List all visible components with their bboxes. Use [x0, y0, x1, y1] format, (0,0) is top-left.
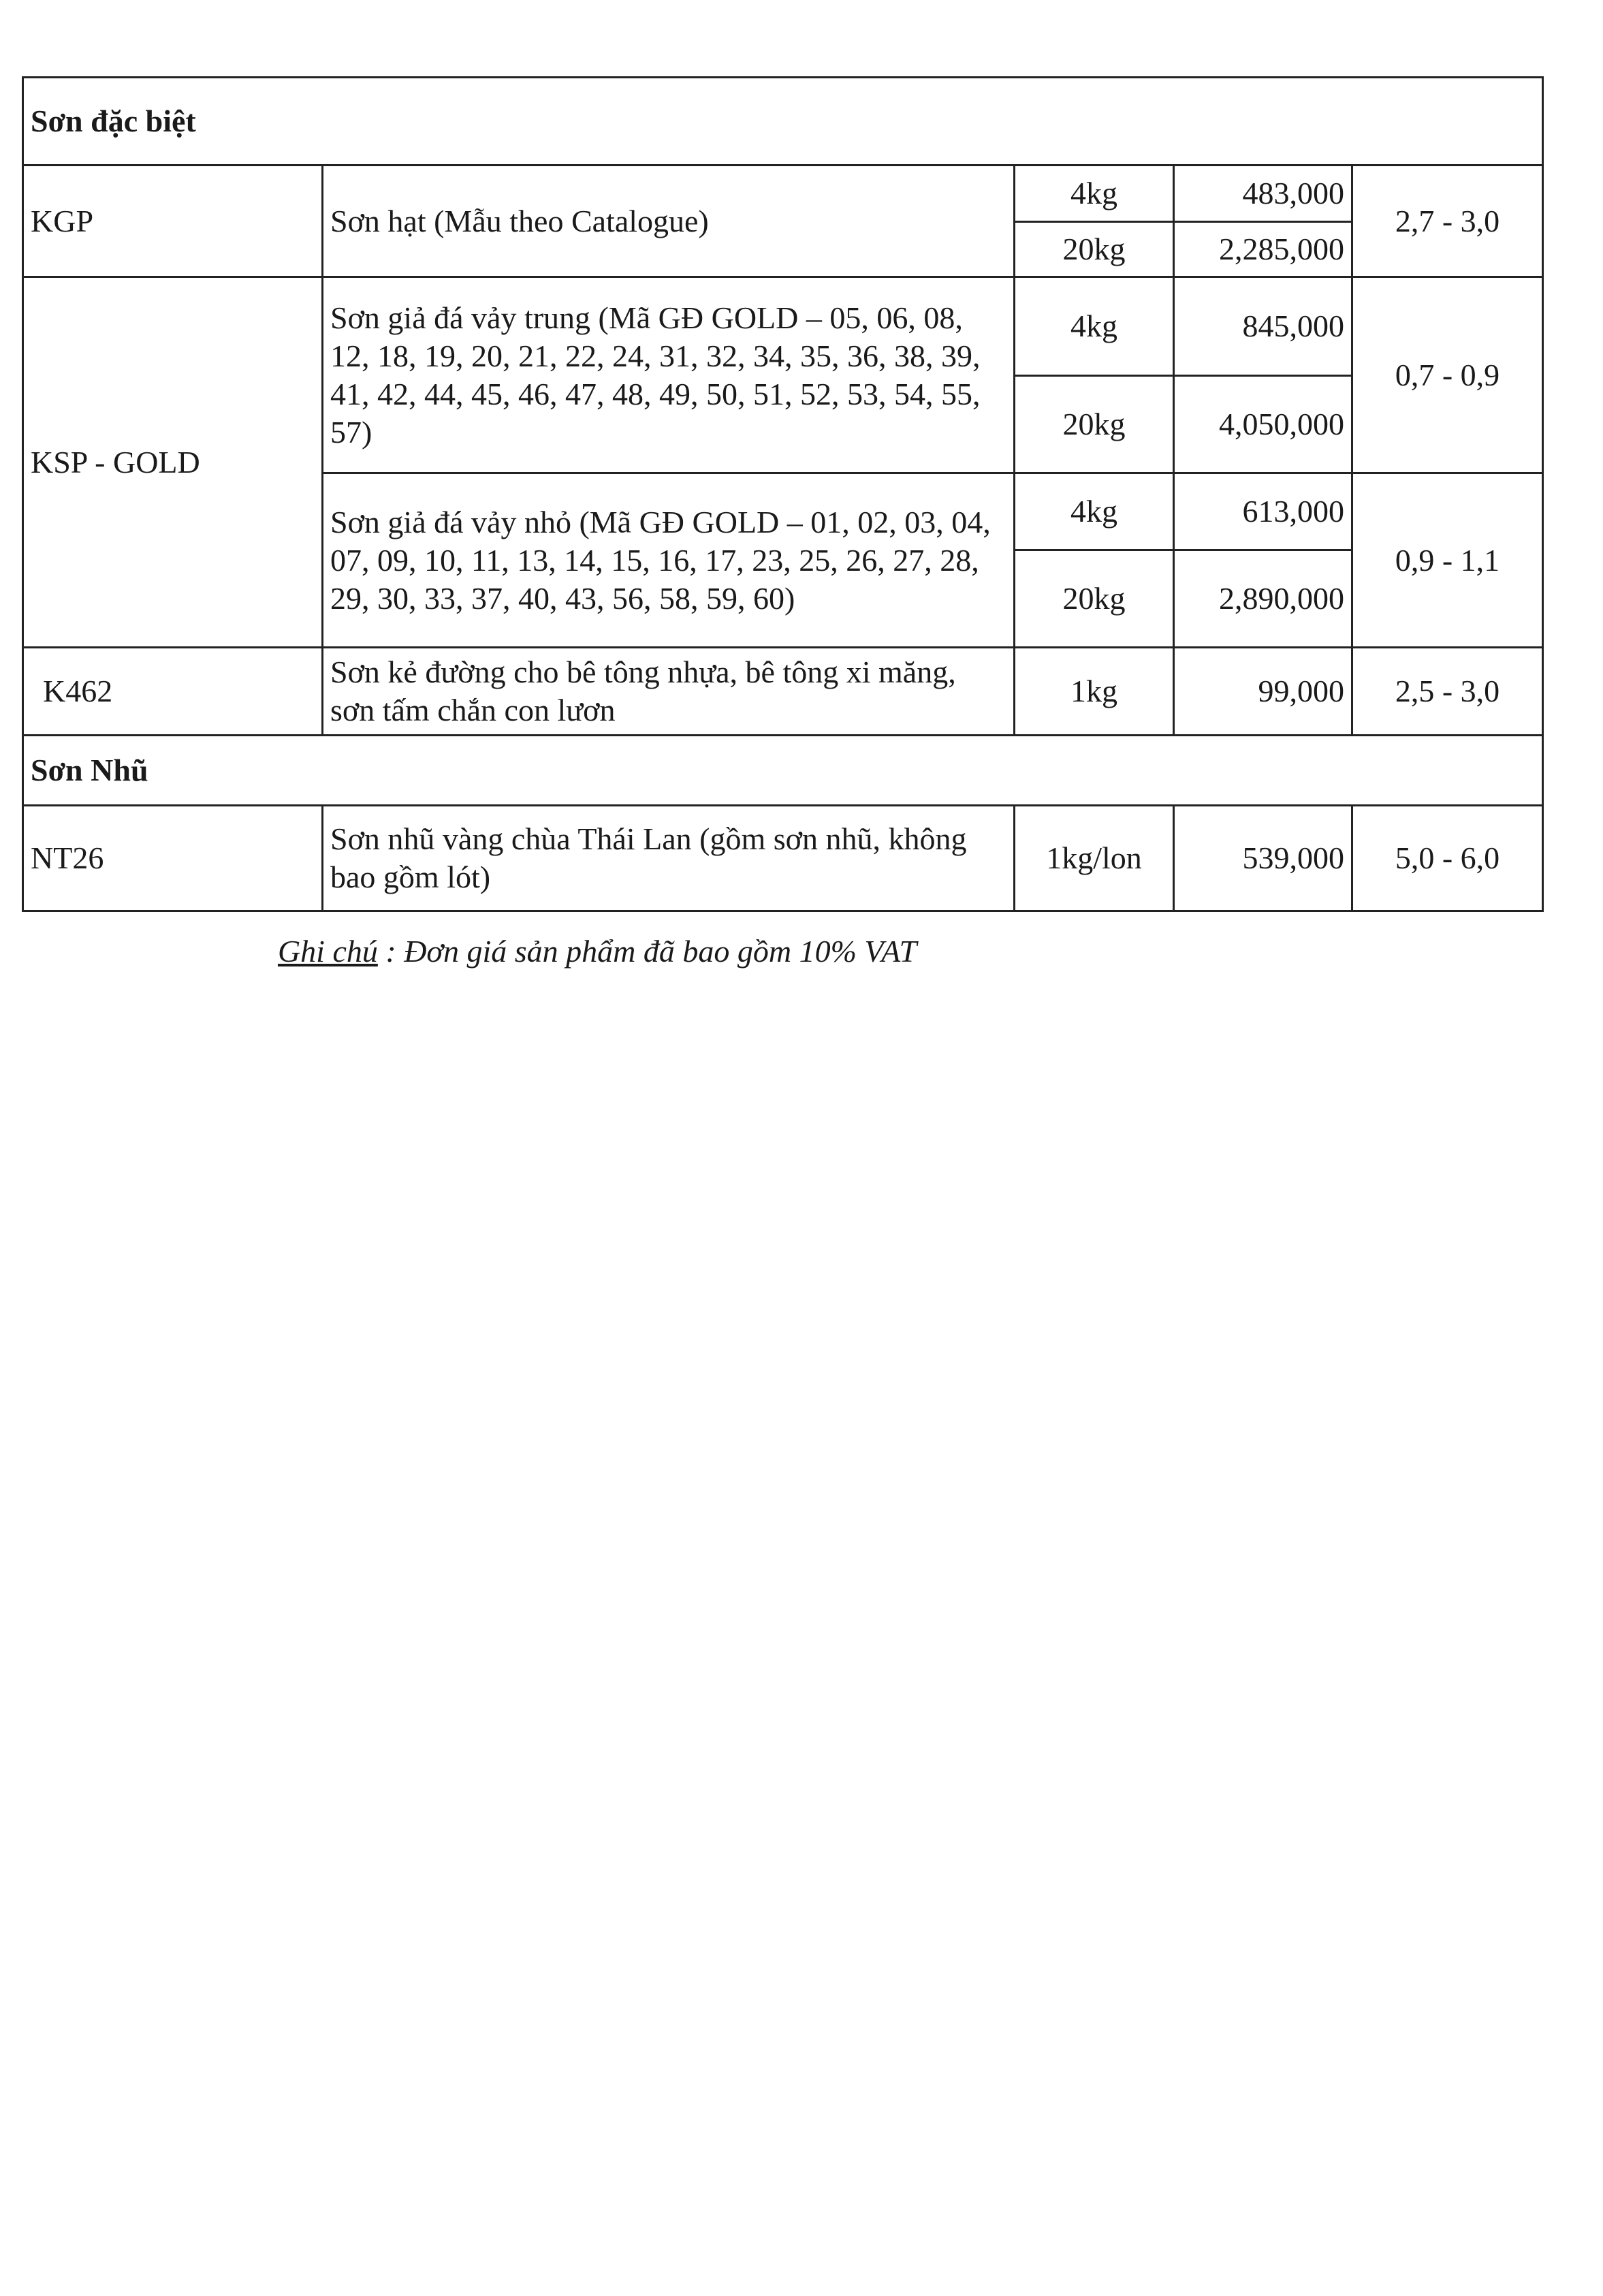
pack-size: 4kg [1015, 277, 1174, 376]
unit-price: 845,000 [1174, 277, 1352, 376]
section-title: Sơn Nhũ [23, 736, 1543, 806]
footnote [22, 933, 1173, 969]
product-description: Sơn giả đá vảy trung (Mã GĐ GOLD – 05, 06, 08, 12, 18, 19, 20, 21, 22, 24, 31, 32, 34, 35, 36, 38, 39, 41, 42, 44, 45, 46, 47, 48, 49, 50, 51, 52, 53, 54, 55, 57) [323, 277, 1015, 473]
coverage-rate: 0,7 - 0,9 [1352, 277, 1543, 473]
table-row [23, 277, 1543, 376]
unit-price: 2,285,000 [1174, 222, 1352, 277]
coverage-rate: 5,0 - 6,0 [1352, 806, 1543, 911]
product-code: K462 [23, 648, 323, 736]
product-description: Sơn hạt (Mẫu theo Catalogue) [323, 166, 1015, 277]
section-row [23, 78, 1543, 166]
product-code: NT26 [23, 806, 323, 911]
pack-size: 20kg [1015, 550, 1174, 648]
product-code: KGP [23, 166, 323, 277]
coverage-rate: 0,9 - 1,1 [1352, 473, 1543, 648]
footnote-separator: : [377, 934, 404, 969]
pack-size: 1kg/lon [1015, 806, 1174, 911]
table-row [23, 806, 1543, 911]
footnote-label: Ghi chú [277, 934, 378, 969]
unit-price: 483,000 [1174, 166, 1352, 222]
price-sheet [22, 76, 1542, 969]
section-title: Sơn đặc biệt [23, 78, 1543, 166]
product-description: Sơn nhũ vàng chùa Thái Lan (gồm sơn nhũ, không bao gồm lót) [323, 806, 1015, 911]
pack-size: 4kg [1015, 166, 1174, 222]
product-description: Sơn kẻ đường cho bê tông nhựa, bê tông xi măng, sơn tấm chắn con lươn [323, 648, 1015, 736]
section-row [23, 736, 1543, 806]
pack-size: 20kg [1015, 376, 1174, 473]
coverage-rate: 2,7 - 3,0 [1352, 166, 1543, 277]
table-row [23, 648, 1543, 736]
pack-size: 1kg [1015, 648, 1174, 736]
unit-price: 4,050,000 [1174, 376, 1352, 473]
unit-price: 2,890,000 [1174, 550, 1352, 648]
pack-size: 20kg [1015, 222, 1174, 277]
product-description: Sơn giả đá vảy nhỏ (Mã GĐ GOLD – 01, 02, 03, 04, 07, 09, 10, 11, 13, 14, 15, 16, 17, 23, 25, 26, 27, 28, 29, 30, 33, 37, 40, 43, 56, 58, 59, 60) [323, 473, 1015, 648]
price-table [22, 76, 1544, 912]
unit-price: 613,000 [1174, 473, 1352, 550]
table-row [23, 166, 1543, 222]
product-code: KSP - GOLD [23, 277, 323, 648]
pack-size: 4kg [1015, 473, 1174, 550]
footnote-text: Đơn giá sản phẩm đã bao gồm 10% VAT [404, 934, 917, 969]
unit-price: 539,000 [1174, 806, 1352, 911]
unit-price: 99,000 [1174, 648, 1352, 736]
coverage-rate: 2,5 - 3,0 [1352, 648, 1543, 736]
